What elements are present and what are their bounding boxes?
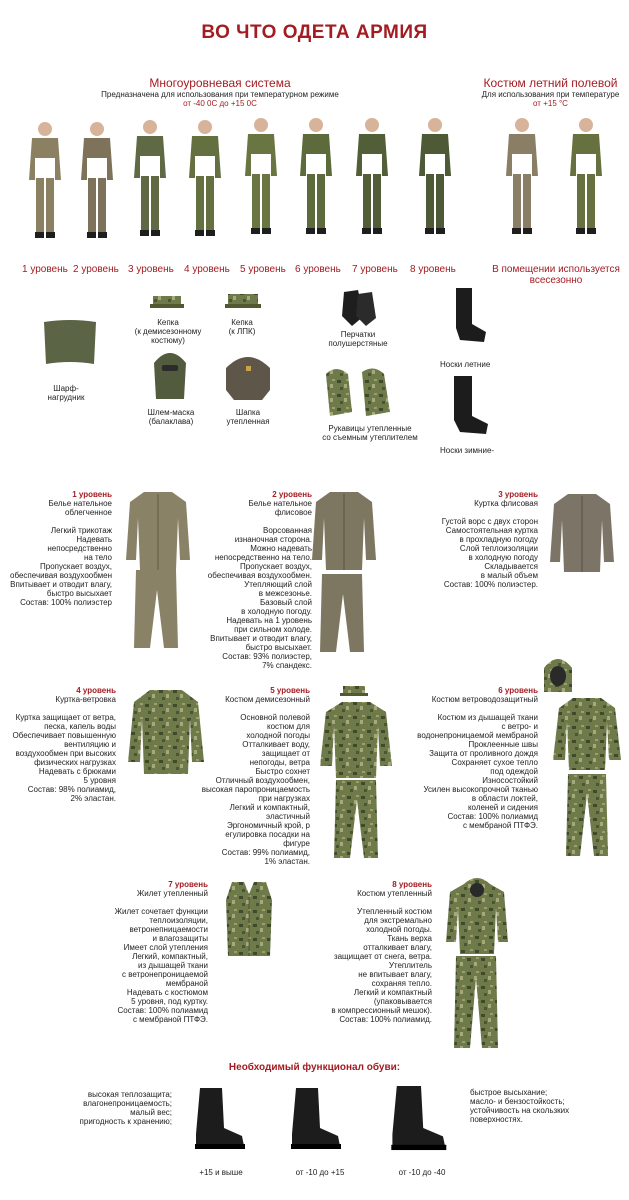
cap2-image [225,290,261,312]
level5-cap-image [340,684,368,698]
level2-bottom-image [318,574,370,654]
level-label-3: 3 уровень [128,264,174,275]
level4-jacket-image [124,688,208,776]
soldier-level-5 [241,116,281,236]
level-label-5: 5 уровень [240,264,286,275]
level6-hood-image [540,654,576,694]
level4-desc: Куртка защищает от ветра, песка, капель воды Обеспечивает повышенную вентиляцию и воздухообмен при высоких физических нагрузках Надевать с брюками 5 уровня Состав: 98% полиамид, 2% эластан. [12,713,116,803]
balaclava-image [150,347,190,399]
soldier-level-7 [352,116,392,236]
level2-name: Белье нательное флисовое [248,499,312,517]
level1-name: Белье нательное облегченное [48,499,112,517]
level5-pants-image [332,780,380,860]
soldier-level-1 [25,120,65,240]
cap1-image [150,290,184,312]
soldier-summer-suit [566,116,606,236]
level8-desc: Утепленный костюм для экстремально холодной погоды. Ткань верха отталкивает влагу, защищает от снега, ветра. Утеплитель не впитывает влагу, сохраняя тепло. Легкий и компактный (упаковывается в компрессионный мешок). Состав: 100% полиамид. [331,907,432,1024]
socks-winter-image [446,376,490,436]
hat-image [222,348,274,400]
mittens-image [322,364,396,420]
cap1-label: Кепка (к демисезонному костюму) [134,318,202,345]
gloves-image [338,286,380,330]
footwear-right-list: быстрое высыхание; масло- и бензостойкость; устойчивость на скользких поверхностях. [470,1088,570,1124]
level8-jacket-image [446,878,508,956]
level3-name: Куртка флисовая [474,499,538,508]
multilevel-heading: Многоуровневая система [149,76,291,90]
socks-winter-label: Носки зимние- [440,446,495,455]
footwear-heading: Необходимый функционал обуви: [228,1062,401,1073]
summer-heading: Костюм летний полевой [483,76,618,90]
multilevel-subtitle: Предназначена для использования при температурном режиме [101,90,339,99]
level5-jacket-image [318,700,392,780]
gloves-label: Перчатки полушерстяные [328,330,388,348]
level1-bottom-image [132,570,184,650]
level3-jacket-image [548,492,616,578]
level1-title: 1 уровень [72,490,112,499]
level4-title: 4 уровень [76,686,116,695]
boot-demiseason-image [288,1088,346,1152]
level4-name: Куртка-ветровка [55,695,116,704]
level4-block [6,686,116,803]
multilevel-header [60,76,380,108]
level5-block [198,686,310,866]
boot-winter-label: от -10 до -40 [398,1168,446,1177]
scarf-label: Шарф- нагрудник [47,384,85,402]
soldier-level-2 [77,120,117,240]
summer-subtitle: Для использования при температуре [481,90,620,99]
scarf-image [40,318,100,366]
soldier-level-3 [130,118,170,238]
level-label-4: 4 уровень [184,264,230,275]
level2-top-image [312,490,376,572]
level7-name: Жилет утепленный [136,889,208,898]
level-label-6: 6 уровень [295,264,341,275]
level6-name: Костюм ветроводозащитный [431,695,538,704]
balaclava-label: Шлем-маска (балаклава) [147,408,195,426]
level-label-7: 7 уровень [352,264,398,275]
soldier-level-8 [415,116,455,236]
level-label-2: 2 уровень [73,264,119,275]
level1-block [6,490,112,607]
mittens-label: Рукавицы утепленные со съемным утеплителем [322,424,418,442]
level6-title: 6 уровень [498,686,538,695]
soldier-level-4 [185,118,225,238]
level8-title: 8 уровень [392,880,432,889]
page-title: ВО ЧТО ОДЕТА АРМИЯ [201,22,428,43]
level8-name: Костюм утепленный [357,889,432,898]
soldier-summer-underwear [502,116,542,236]
cap2-label: Кепка (к ЛПК) [228,318,256,336]
socks-summer-image [448,288,488,344]
level2-desc: Ворсованная изнаночная сторона. Можно надевать непосредственно на тело. Пропускает воздух, обеспечивая воздухообмен. Утепляющий слой в межсезонье. Базовый слой в холодную погоду. Надевать на 1 уровень при сильном холоде. Впитывает и отводит влагу, быстро высыхает. Состав: 93% полиэстер, 7% спандекс. [207,526,312,670]
footwear-left-list: высокая теплозащита; влагонепроницаемость; малый вес; пригодность к хранению; [79,1090,172,1126]
level6-jacket-image [552,696,622,772]
level6-pants-image [564,774,610,858]
level3-block [410,490,538,589]
summer-temp: от +15 °С [533,99,568,108]
level8-block [310,880,432,1024]
soldiers-row [22,112,472,257]
boot-demiseason-label: от -10 до +15 [295,1168,345,1177]
level3-title: 3 уровень [498,490,538,499]
boot-summer-image [192,1088,250,1152]
socks-summer-label: Носки летние [440,360,491,369]
level1-top-image [126,490,190,572]
level5-title: 5 уровень [270,686,310,695]
hat-label: Шапка утепленная [226,408,270,426]
level7-title: 7 уровень [168,880,208,889]
level3-desc: Густой ворс с двух сторон Самостоятельная куртка в прохладную погоду Слой теплоизоляции в холодную погоду Складывается в малый объем Состав: 100% полиэстер. [441,517,538,589]
summer-header [472,76,629,108]
boot-summer-label: +15 и выше [199,1168,243,1177]
level8-pants-image [452,956,500,1050]
level-label-8: 8 уровень [410,264,456,275]
soldier-level-6 [296,116,336,236]
boot-winter-image [386,1086,452,1152]
level2-title: 2 уровень [272,490,312,499]
level5-desc: Основной полевой костюм для холодной погоды Отталкивает воду, защищает от непогоды, ветра Быстро сохнет Отличный воздухообмен, высокая паропроницаемость при нагрузках Легкий и компактный, эластичный Эргономичный крой, р егулировка посадки на фигуре Состав: 99% полиамид, 1% эластан. [201,713,310,866]
level2-block [200,490,312,670]
summer-note: В помещении используется всесезонно [492,264,620,286]
level6-block [404,686,538,830]
level7-block [96,880,208,1024]
level-label-1: 1 уровень [22,264,68,275]
level6-desc: Костюм из дышащей ткани с ветро- и водонепроницаемой мембраной Проклеенные швы Защита от проливного дождя Сохраняет сухое тепло под одеждой Износостойкий Усилен высокопрочной тканью в области локтей, коленей и сидения Состав: 100% полиамид с мембраной ПТФЭ. [417,713,538,830]
level7-vest-image [224,880,274,958]
level1-desc: Легкий трикотаж Надевать непосредственно на тело Пропускает воздух, обеспечивая воздухообмен Впитывает и отводит влагу, быстро высыхает Состав: 100% полиэстер [10,526,112,607]
summer-soldiers [500,116,620,256]
level5-name: Костюм демисезонный [225,695,310,704]
level7-desc: Жилет сочетает функции теплоизоляции, ветронепницаемости и влагозащиты Имеет слой утепления Легкий, компактный, из дышащей ткани с ветронепроницаемой мембраной Надевать с костюмом 5 уровня, под куртку. Состав: 100% полиамид с мембраной ПТФЭ. [114,907,208,1024]
multilevel-temp: от -40 0С до +15 0С [183,99,257,108]
